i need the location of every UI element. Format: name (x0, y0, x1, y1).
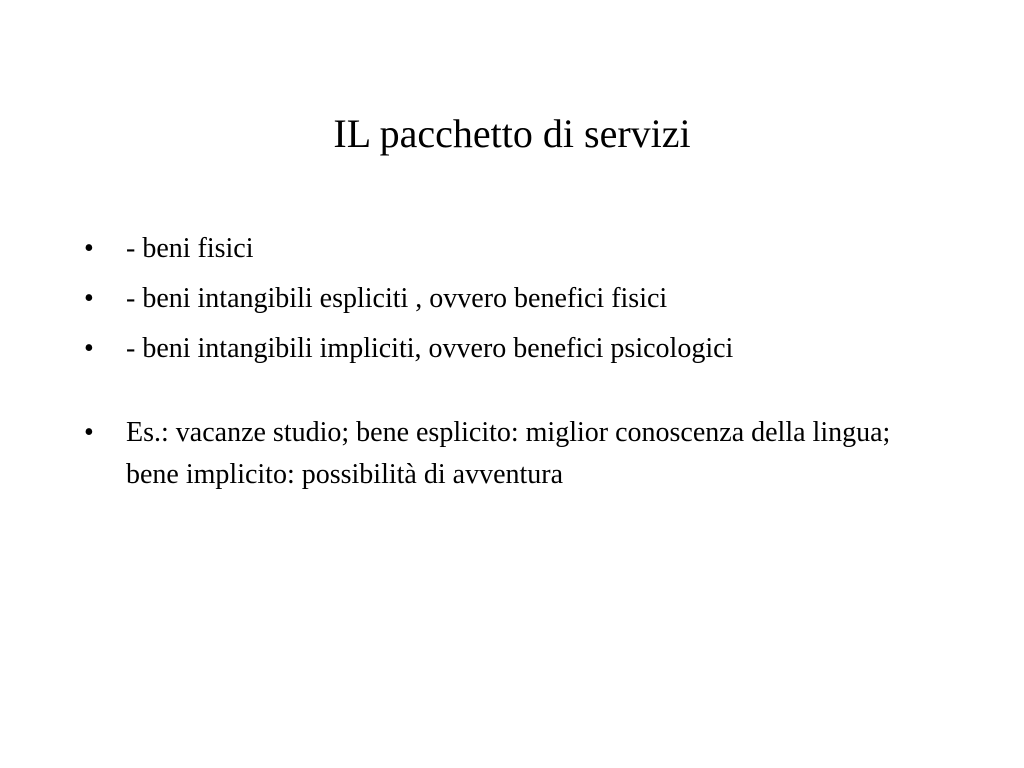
list-item (84, 328, 944, 370)
list-item (84, 412, 944, 496)
bullet-icon: • (84, 417, 94, 448)
slide-title: IL pacchetto di servizi (333, 111, 691, 156)
bullet-icon: • (84, 233, 94, 264)
list-item-text: - beni intangibili impliciti, ovvero benefici psicologici (126, 333, 734, 364)
list-item-text: - beni intangibili espliciti , ovvero benefici fisici (126, 283, 668, 314)
bullet-icon: • (84, 333, 94, 364)
list-item-text: - beni fisici (126, 233, 254, 264)
list-item (84, 228, 944, 270)
bullet-list (84, 228, 944, 504)
list-item-text: Es.: vacanze studio; bene esplicito: miglior conoscenza della lingua; bene implicito: possibilità di avventura (126, 417, 891, 490)
list-item (84, 278, 944, 320)
bullet-icon: • (84, 283, 94, 314)
